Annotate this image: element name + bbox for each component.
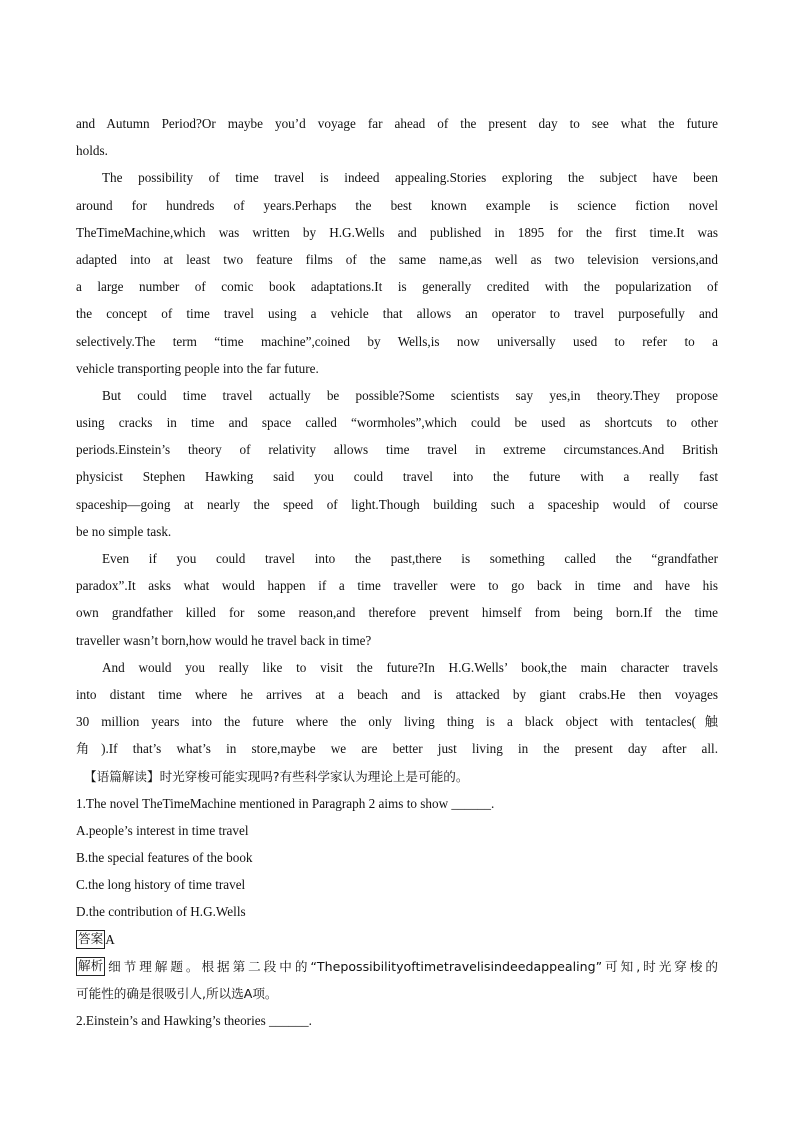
paragraph-4 bbox=[76, 545, 718, 654]
question-1 bbox=[76, 790, 718, 1008]
text-line: physicist Stephen Hawking said you could travel into the future with a really fast bbox=[76, 469, 718, 485]
text-line: traveller wasn’t born,how would he travel back in time? bbox=[76, 632, 372, 648]
question-stem: 1.The novel TheTimeMachine mentioned in Paragraph 2 aims to show ______. bbox=[76, 795, 495, 811]
reading-note: 【语篇解读】时光穿梭可能实现吗?有些科学家认为理论上是可能的。 bbox=[84, 768, 469, 784]
text-line: be no simple task. bbox=[76, 523, 172, 539]
text-line: into distant time where he arrives at a beach and is attacked by giant crabs.He then voyages bbox=[76, 686, 718, 702]
text-line: periods.Einstein’s theory of relativity allows time travel in extreme circumstances.And British bbox=[76, 442, 718, 458]
text-line: and Autumn Period?Or maybe you’d voyage far ahead of the present day to see what the future bbox=[76, 116, 718, 131]
analysis-row bbox=[76, 953, 718, 980]
option-d: D.the contribution of H.G.Wells bbox=[76, 904, 246, 920]
text-line: paradox”.It asks what would happen if a time traveller were to go back in time and have his bbox=[76, 578, 718, 594]
analysis-text: 细节理解题。根据第二段中的“Thepossibilityoftimetravelisindeedappealing”可知,时光穿梭的 bbox=[105, 958, 718, 974]
paragraph-2 bbox=[76, 164, 718, 382]
text-line: holds. bbox=[76, 143, 108, 159]
text-line: a large number of comic book adaptations.It is generally credited with the popularization of bbox=[76, 279, 718, 295]
text-line: selectively.The term “time machine”,coined by Wells,is now universally used to refer to a bbox=[76, 333, 718, 349]
paragraph-3 bbox=[76, 382, 718, 545]
text-line: adapted into at least two feature films of the same name,as well as two television versions,and bbox=[76, 251, 718, 267]
text-line: But could time travel actually be possible?Some scientists say yes,in theory.They propose bbox=[102, 387, 718, 403]
text-line: spaceship—going at nearly the speed of light.Though building such a spaceship would of course bbox=[76, 496, 718, 512]
option-b: B.the special features of the book bbox=[76, 850, 253, 866]
text-line: And would you really like to visit the future?In H.G.Wells’ book,the main character travels bbox=[102, 659, 718, 675]
question-2 bbox=[76, 1007, 718, 1034]
answer-tag: 答案 bbox=[76, 930, 105, 949]
paragraph-5 bbox=[76, 654, 718, 763]
question-stem: 2.Einstein’s and Hawking’s theories ______. bbox=[76, 1013, 312, 1029]
text-line: around for hundreds of years.Perhaps the best known example is science fiction novel bbox=[76, 197, 718, 213]
text-line: Even if you could travel into the past,there is something called the “grandfather bbox=[102, 551, 718, 566]
answer-value: A bbox=[105, 931, 115, 947]
paragraph-1 bbox=[76, 110, 718, 164]
text-line: 30 million years into the future where the only living thing is a black object with tentacles(触 bbox=[76, 714, 718, 730]
text-line: own grandfather killed for some reason,and therefore prevent himself from being born.If the time bbox=[76, 605, 718, 621]
answer-row bbox=[76, 926, 718, 953]
option-a: A.people’s interest in time travel bbox=[76, 822, 249, 838]
text-line: the concept of time travel using a vehicle that allows an operator to travel purposefully and bbox=[76, 306, 718, 322]
text-line: 角).If that’s what’s in store,maybe we are better just living in the present day after all. bbox=[76, 741, 718, 757]
text-line: The possibility of time travel is indeed appealing.Stories exploring the subject have been bbox=[102, 170, 718, 186]
text-line: TheTimeMachine,which was written by H.G.Wells and published in 1895 for the first time.It was bbox=[76, 224, 718, 240]
option-c: C.the long history of time travel bbox=[76, 877, 246, 893]
analysis-text: 可能性的确是很吸引人,所以选A项。 bbox=[76, 986, 278, 1001]
text-line: using cracks in time and space called “wormholes”,which could be used as shortcuts to other bbox=[76, 415, 718, 431]
document-content bbox=[76, 110, 718, 1034]
analysis-tag: 解析 bbox=[76, 957, 105, 976]
text-line: vehicle transporting people into the far future. bbox=[76, 360, 319, 376]
